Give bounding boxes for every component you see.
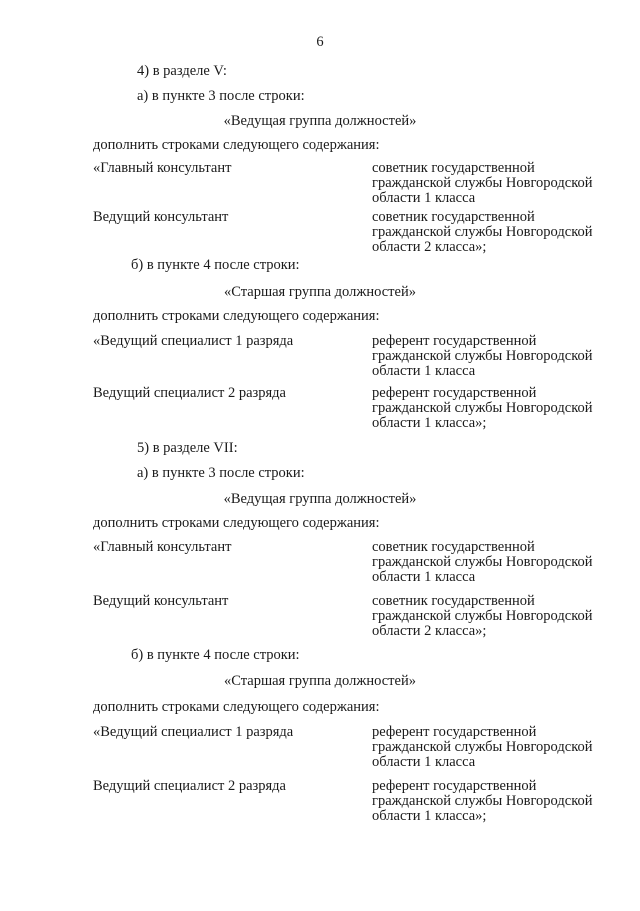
add-rows-text: дополнить строками следующего содержания: [93, 308, 380, 324]
class-rank [372, 779, 622, 824]
class-rank-line: советник государственной [372, 209, 535, 225]
class-rank-line: гражданской службы Новгородской [372, 554, 593, 570]
class-rank-line: гражданской службы Новгородской [372, 224, 593, 240]
class-rank-line: области 1 класса [372, 754, 476, 770]
section-heading: 5) в разделе VII: [137, 440, 238, 456]
class-rank-line: советник государственной [372, 160, 535, 176]
position-name: Ведущий консультант [93, 593, 229, 609]
position-group-title: «Ведущая группа должностей» [223, 113, 417, 129]
section-heading: 4) в разделе V: [137, 63, 227, 79]
position-name: Ведущий консультант [93, 209, 229, 225]
class-rank [372, 594, 622, 639]
add-rows-text: дополнить строками следующего содержания: [93, 137, 380, 153]
class-rank-line: области 1 класса [372, 569, 476, 585]
position-name: «Ведущий специалист 1 разряда [93, 333, 294, 349]
class-rank-line: области 2 класса»; [372, 239, 487, 255]
class-rank-line: референт государственной [372, 385, 537, 401]
class-rank [372, 334, 622, 379]
position-group-title: «Старшая группа должностей» [224, 673, 416, 689]
class-rank-line: советник государственной [372, 539, 535, 555]
add-rows-text: дополнить строками следующего содержания: [93, 515, 380, 531]
class-rank [372, 161, 622, 206]
item-intro: а) в пункте 3 после строки: [137, 88, 305, 104]
class-rank-line: области 1 класса [372, 363, 476, 379]
class-rank-line: референт государственной [372, 778, 537, 794]
item-intro: б) в пункте 4 после строки: [131, 257, 300, 273]
class-rank-line: области 2 класса»; [372, 623, 487, 639]
item-intro: б) в пункте 4 после строки: [131, 647, 300, 663]
position-group-title: «Ведущая группа должностей» [223, 491, 417, 507]
position-name: Ведущий специалист 2 разряда [93, 385, 286, 401]
position-name: «Главный консультант [93, 539, 232, 555]
position-name: «Главный консультант [93, 160, 232, 176]
class-rank-line: референт государственной [372, 724, 537, 740]
class-rank [372, 540, 622, 585]
position-name: «Ведущий специалист 1 разряда [93, 724, 294, 740]
position-group-title: «Старшая группа должностей» [224, 284, 416, 300]
class-rank-line: гражданской службы Новгородской [372, 348, 593, 364]
item-intro: а) в пункте 3 после строки: [137, 465, 305, 481]
class-rank-line: гражданской службы Новгородской [372, 400, 593, 416]
class-rank-line: гражданской службы Новгородской [372, 175, 593, 191]
class-rank [372, 386, 622, 431]
position-name: Ведущий специалист 2 разряда [93, 778, 286, 794]
page-number: 6 [316, 34, 324, 50]
class-rank-line: области 1 класса»; [372, 808, 487, 824]
class-rank-line: области 1 класса [372, 190, 476, 206]
class-rank [372, 210, 622, 255]
class-rank-line: гражданской службы Новгородской [372, 793, 593, 809]
class-rank [372, 725, 622, 770]
class-rank-line: гражданской службы Новгородской [372, 608, 593, 624]
add-rows-text: дополнить строками следующего содержания: [93, 699, 380, 715]
class-rank-line: референт государственной [372, 333, 537, 349]
class-rank-line: области 1 класса»; [372, 415, 487, 431]
class-rank-line: гражданской службы Новгородской [372, 739, 593, 755]
class-rank-line: советник государственной [372, 593, 535, 609]
